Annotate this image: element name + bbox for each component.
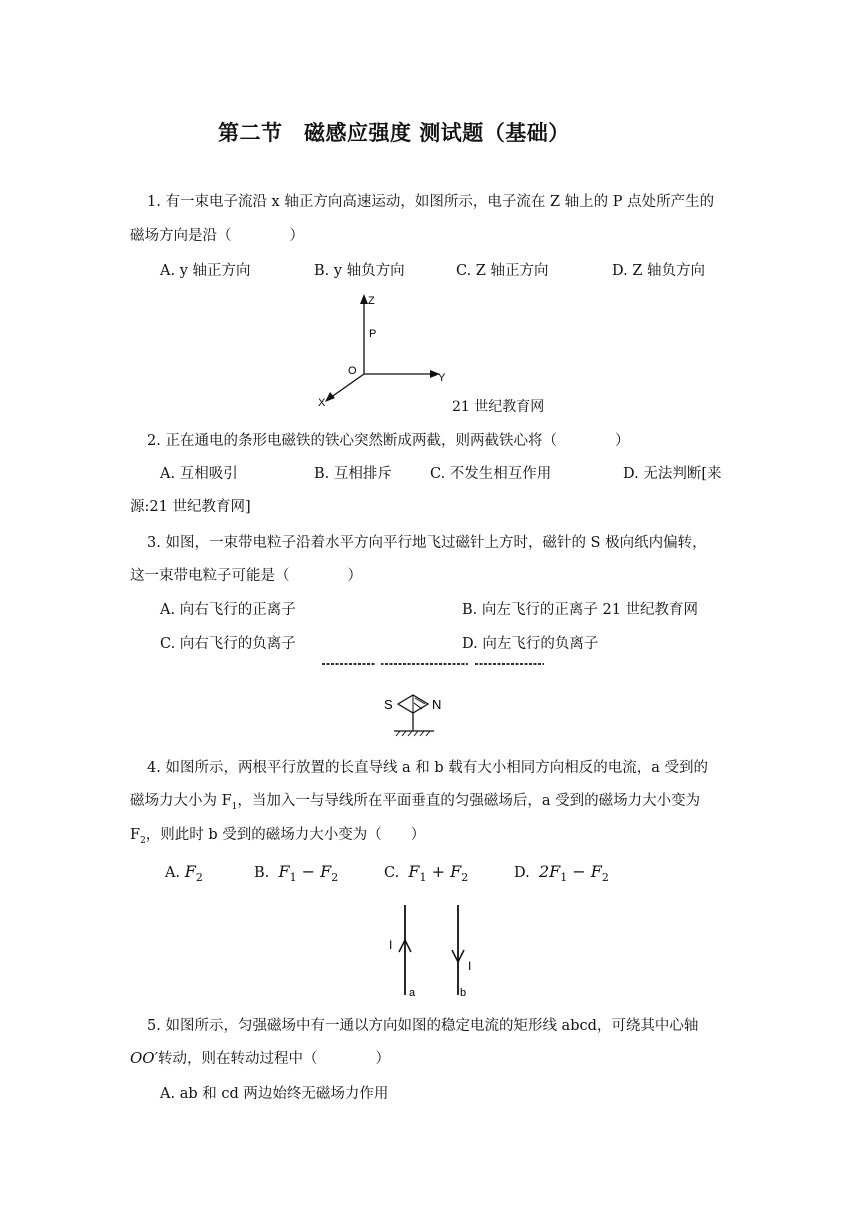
q3-option-d: D. 向左飞行的负离子 bbox=[462, 636, 599, 652]
q3-option-b: B. 向左飞行的正离子 21 世纪教育网 bbox=[462, 602, 699, 618]
q1-option-a: A. y 轴正方向 bbox=[160, 263, 251, 279]
q1-watermark: 21 世纪教育网 bbox=[452, 399, 545, 415]
q2-option-d: D. 无法判断[来 bbox=[623, 466, 722, 482]
wires-figure bbox=[380, 900, 490, 1000]
q3-option-c: C. 向右飞行的负离子 bbox=[160, 636, 296, 652]
z-axis-label: Z bbox=[368, 295, 375, 307]
q4-option-b: B. $F_1 - F_2$ bbox=[254, 862, 339, 885]
q2-option-b: B. 互相排斥 bbox=[314, 466, 392, 482]
q5-option-a: A. ab 和 cd 两边始终无磁场力作用 bbox=[160, 1086, 389, 1102]
compass-figure bbox=[318, 656, 548, 746]
y-axis-label: Y bbox=[438, 372, 446, 384]
q3-line1: 3. 如图，一束带电粒子沿着水平方向平行地飞过磁针上方时，磁针的 S 极向纸内偏转， bbox=[147, 535, 707, 551]
p-point-label: P bbox=[369, 328, 377, 340]
q1-line2: 磁场方向是沿（ ） bbox=[130, 228, 304, 244]
axes-figure bbox=[310, 288, 450, 413]
q1-option-d: D. Z 轴负方向 bbox=[612, 263, 706, 279]
x-axis-label: X bbox=[318, 397, 326, 409]
q4-line1: 4. 如图所示，两根平行放置的长直导线 a 和 b 载有大小相同方向相反的电流，a 受到的 bbox=[147, 760, 709, 776]
q4-line2: 磁场力大小为 $F_1$，当加入一与导线所在平面垂直的匀强磁场后，a 受到的磁场力大小变为 bbox=[130, 793, 701, 812]
q5-line2: OO′转动，则在转动过程中（ ） bbox=[130, 1049, 391, 1067]
current-label-a: I bbox=[389, 938, 393, 952]
north-pole-label: N bbox=[432, 697, 442, 712]
wire-b-label: b bbox=[460, 987, 467, 999]
q1-option-c: C. Z 轴正方向 bbox=[456, 263, 549, 279]
q1-line1: 1. 有一束电子流沿 x 轴正方向高速运动，如图所示，电子流在 Z 轴上的 P 点处所产生的 bbox=[147, 194, 715, 210]
q1-option-b: B. y 轴负方向 bbox=[314, 263, 405, 279]
q3-line2: 这一束带电粒子可能是（ ） bbox=[130, 568, 362, 584]
q4-option-d: D. $2F_1 - F_2$ bbox=[514, 862, 609, 885]
q5-line1: 5. 如图所示，匀强磁场中有一通以方向如图的稳定电流的矩形线 abcd，可绕其中心轴 bbox=[147, 1018, 699, 1034]
q4-option-c: C. $F_1 + F_2$ bbox=[384, 862, 469, 885]
q3-option-a: A. 向右飞行的正离子 bbox=[160, 602, 296, 618]
current-label-b: I bbox=[468, 959, 472, 973]
page-title: 第二节 磁感应强度 测试题（基础） bbox=[218, 121, 570, 145]
south-pole-label: S bbox=[384, 697, 393, 712]
q2-line3: 源:21 世纪教育网] bbox=[130, 499, 251, 515]
origin-label: O bbox=[348, 365, 357, 377]
q4-option-a: A. $F_2$ bbox=[165, 862, 203, 885]
wire-a-label: a bbox=[409, 987, 416, 999]
q2-option-c: C. 不发生相互作用 bbox=[430, 466, 552, 482]
q4-line3: $F_2$，则此时 b 受到的磁场力大小变为（ ） bbox=[130, 827, 426, 846]
q2-option-a: A. 互相吸引 bbox=[160, 466, 238, 482]
q2-line1: 2. 正在通电的条形电磁铁的铁心突然断成两截，则两截铁心将（ ） bbox=[147, 433, 630, 449]
